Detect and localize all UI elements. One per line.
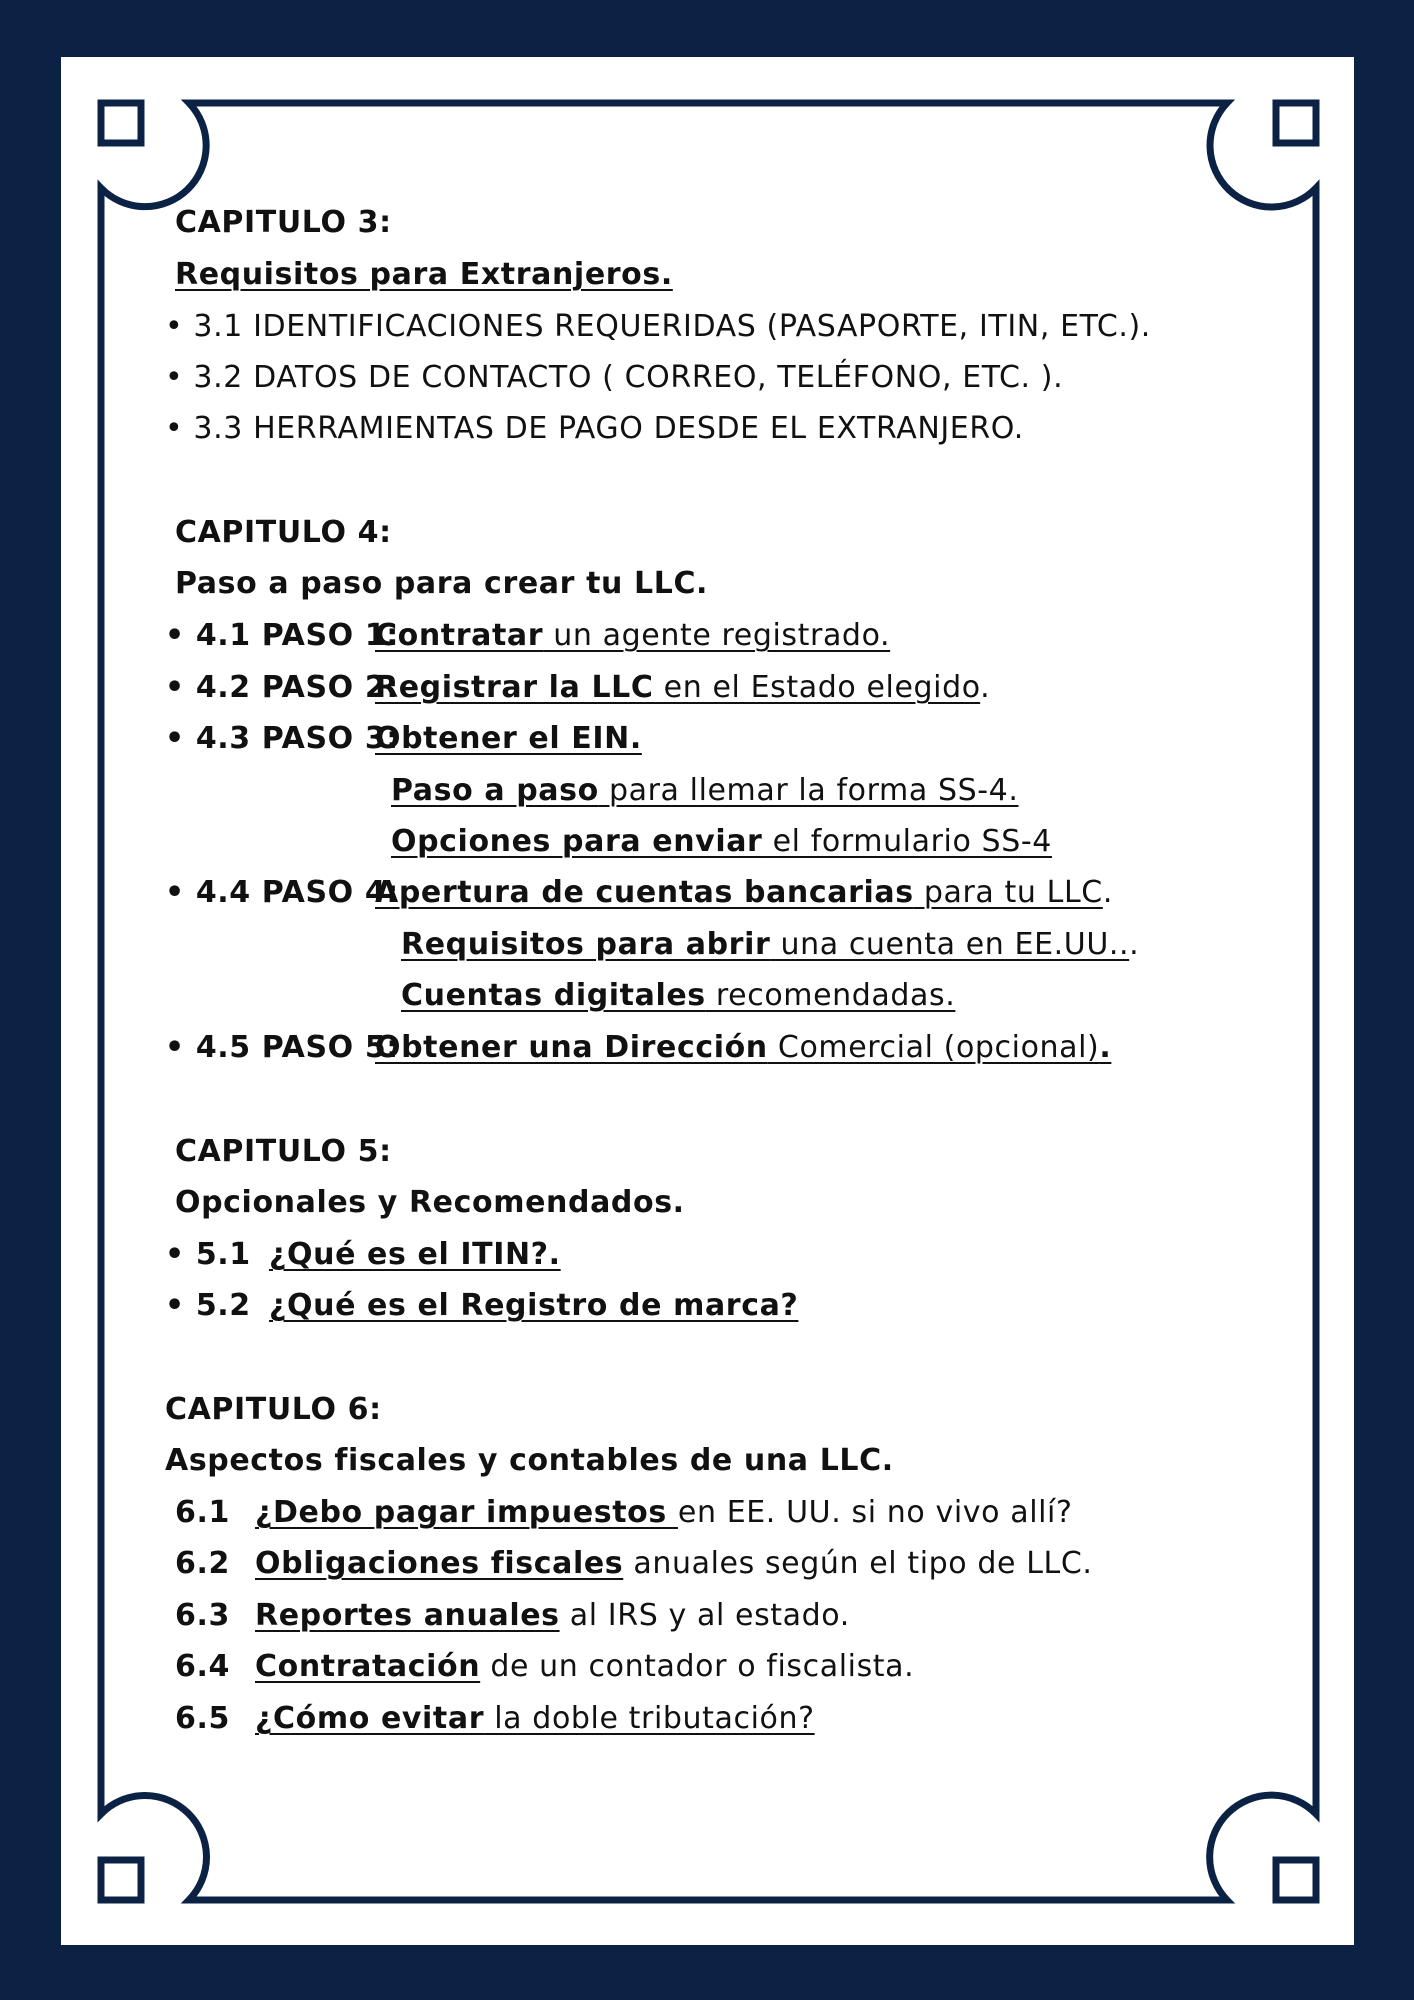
step-5-label: • 4.5 PASO 5: [165, 1030, 399, 1065]
chapter-6-title: Aspectos fiscales y contables de una LLC. [165, 1443, 894, 1478]
step-5-line [165, 1028, 1111, 1068]
chapter-6-item-2-link[interactable]: Obligaciones fiscales [255, 1546, 624, 1581]
chapter-6-item-3-link[interactable]: Reportes anuales [255, 1598, 560, 1633]
step-1-link[interactable]: Contratar un agente registrado. [375, 618, 891, 653]
chapter-6-item-1-rest: en EE. UU. si no vivo allí? [677, 1495, 1073, 1530]
chapter-6-item-2-rest: anuales según el tipo de LLC. [623, 1546, 1093, 1581]
chapter-3-item-1: • 3.1 IDENTIFICACIONES REQUERIDAS (PASAPORTE, ITIN, ETC.). [165, 309, 1151, 344]
step-3-label: • 4.3 PASO 3: [165, 721, 399, 756]
chapter-5-heading: CAPITULO 5: [175, 1134, 392, 1169]
step-5-link[interactable]: Obtener una Dirección Comercial (opcional). [375, 1030, 1112, 1065]
chapter-6-item-5 [175, 1699, 815, 1739]
document-page [61, 57, 1354, 1945]
step-2-link[interactable]: Registrar la LLC en el Estado elegido [375, 670, 981, 705]
chapter-6-item-5-num: 6.5 [175, 1701, 230, 1736]
step-3-sub-2 [391, 822, 1052, 862]
chapter-5-item-1-link[interactable]: ¿Qué es el ITIN?. [269, 1237, 561, 1272]
step-3-sub-1 [391, 771, 1019, 811]
chapter-6-item-1-num: 6.1 [175, 1495, 230, 1530]
chapter-6-item-3-rest: al IRS y al estado. [559, 1598, 850, 1633]
chapter-5-item-2-num: • 5.2 [165, 1288, 251, 1323]
chapter-6-item-1 [175, 1493, 1073, 1533]
chapter-5-item-1 [165, 1235, 561, 1275]
chapter-6-item-2 [175, 1544, 1093, 1584]
chapter-5-item-2 [165, 1286, 798, 1326]
chapter-5-item-1-num: • 5.1 [165, 1237, 251, 1272]
chapter-6-item-1-link[interactable]: ¿Debo pagar impuestos [255, 1495, 678, 1530]
chapter-6-item-4-num: 6.4 [175, 1649, 230, 1684]
chapter-6-item-4-rest: de un contador o fiscalista. [480, 1649, 915, 1684]
step-2-line: • 4.2 PASO 2:Registrar la LLC en el Estado elegido. [165, 668, 990, 708]
chapter-3-heading: CAPITULO 3: [175, 205, 392, 240]
chapter-6-item-4 [175, 1647, 914, 1687]
step-1-label: • 4.1 PASO 1: [165, 618, 399, 653]
chapter-3-item-2: • 3.2 DATOS DE CONTACTO ( CORREO, TELÉFONO, ETC. ). [165, 360, 1064, 395]
step-4-sub-2-link[interactable]: Cuentas digitales recomendadas. [401, 978, 956, 1013]
chapter-5-title: Opcionales y Recomendados. [175, 1185, 685, 1220]
step-3-link[interactable]: Obtener el EIN. [375, 721, 642, 756]
chapter-6-item-2-num: 6.2 [175, 1546, 230, 1581]
chapter-6-item-3-num: 6.3 [175, 1598, 230, 1633]
step-4-sub-1-link[interactable]: Requisitos para abrir una cuenta en EE.UU.. [401, 927, 1130, 962]
chapter-6-item-3 [175, 1596, 850, 1636]
chapter-3-title[interactable]: Requisitos para Extranjeros. [175, 257, 673, 292]
chapter-4-heading: CAPITULO 4: [175, 515, 392, 550]
step-4-link[interactable]: Apertura de cuentas bancarias para tu LLC [375, 875, 1103, 910]
table-of-contents [61, 57, 1354, 1945]
step-4-sub-1: Requisitos para abrir una cuenta en EE.UU... [401, 927, 1140, 962]
step-3-line [165, 719, 642, 759]
step-2-label: • 4.2 PASO 2: [165, 670, 399, 705]
chapter-6-item-4-link[interactable]: Contratación [255, 1649, 481, 1684]
chapter-6-item-5-link[interactable]: ¿Cómo evitar la doble tributación? [255, 1701, 815, 1736]
step-4-label: • 4.4 PASO 4: [165, 875, 399, 910]
step-4-line: • 4.4 PASO 4:Apertura de cuentas bancarias para tu LLC. [165, 873, 1113, 913]
step-3-sub-2-link[interactable]: Opciones para enviar el formulario SS-4 [391, 824, 1052, 859]
step-1-line [165, 616, 890, 656]
step-3-sub-1-link[interactable]: Paso a paso para llemar la forma SS-4. [391, 773, 1019, 808]
step-4-sub-2 [401, 976, 955, 1016]
chapter-4-title: Paso a paso para crear tu LLC. [175, 566, 709, 601]
chapter-6-heading: CAPITULO 6: [165, 1392, 382, 1427]
chapter-5-item-2-link[interactable]: ¿Qué es el Registro de marca? [269, 1288, 799, 1323]
chapter-3-item-3: • 3.3 HERRAMIENTAS DE PAGO DESDE EL EXTRANJERO. [165, 411, 1024, 446]
